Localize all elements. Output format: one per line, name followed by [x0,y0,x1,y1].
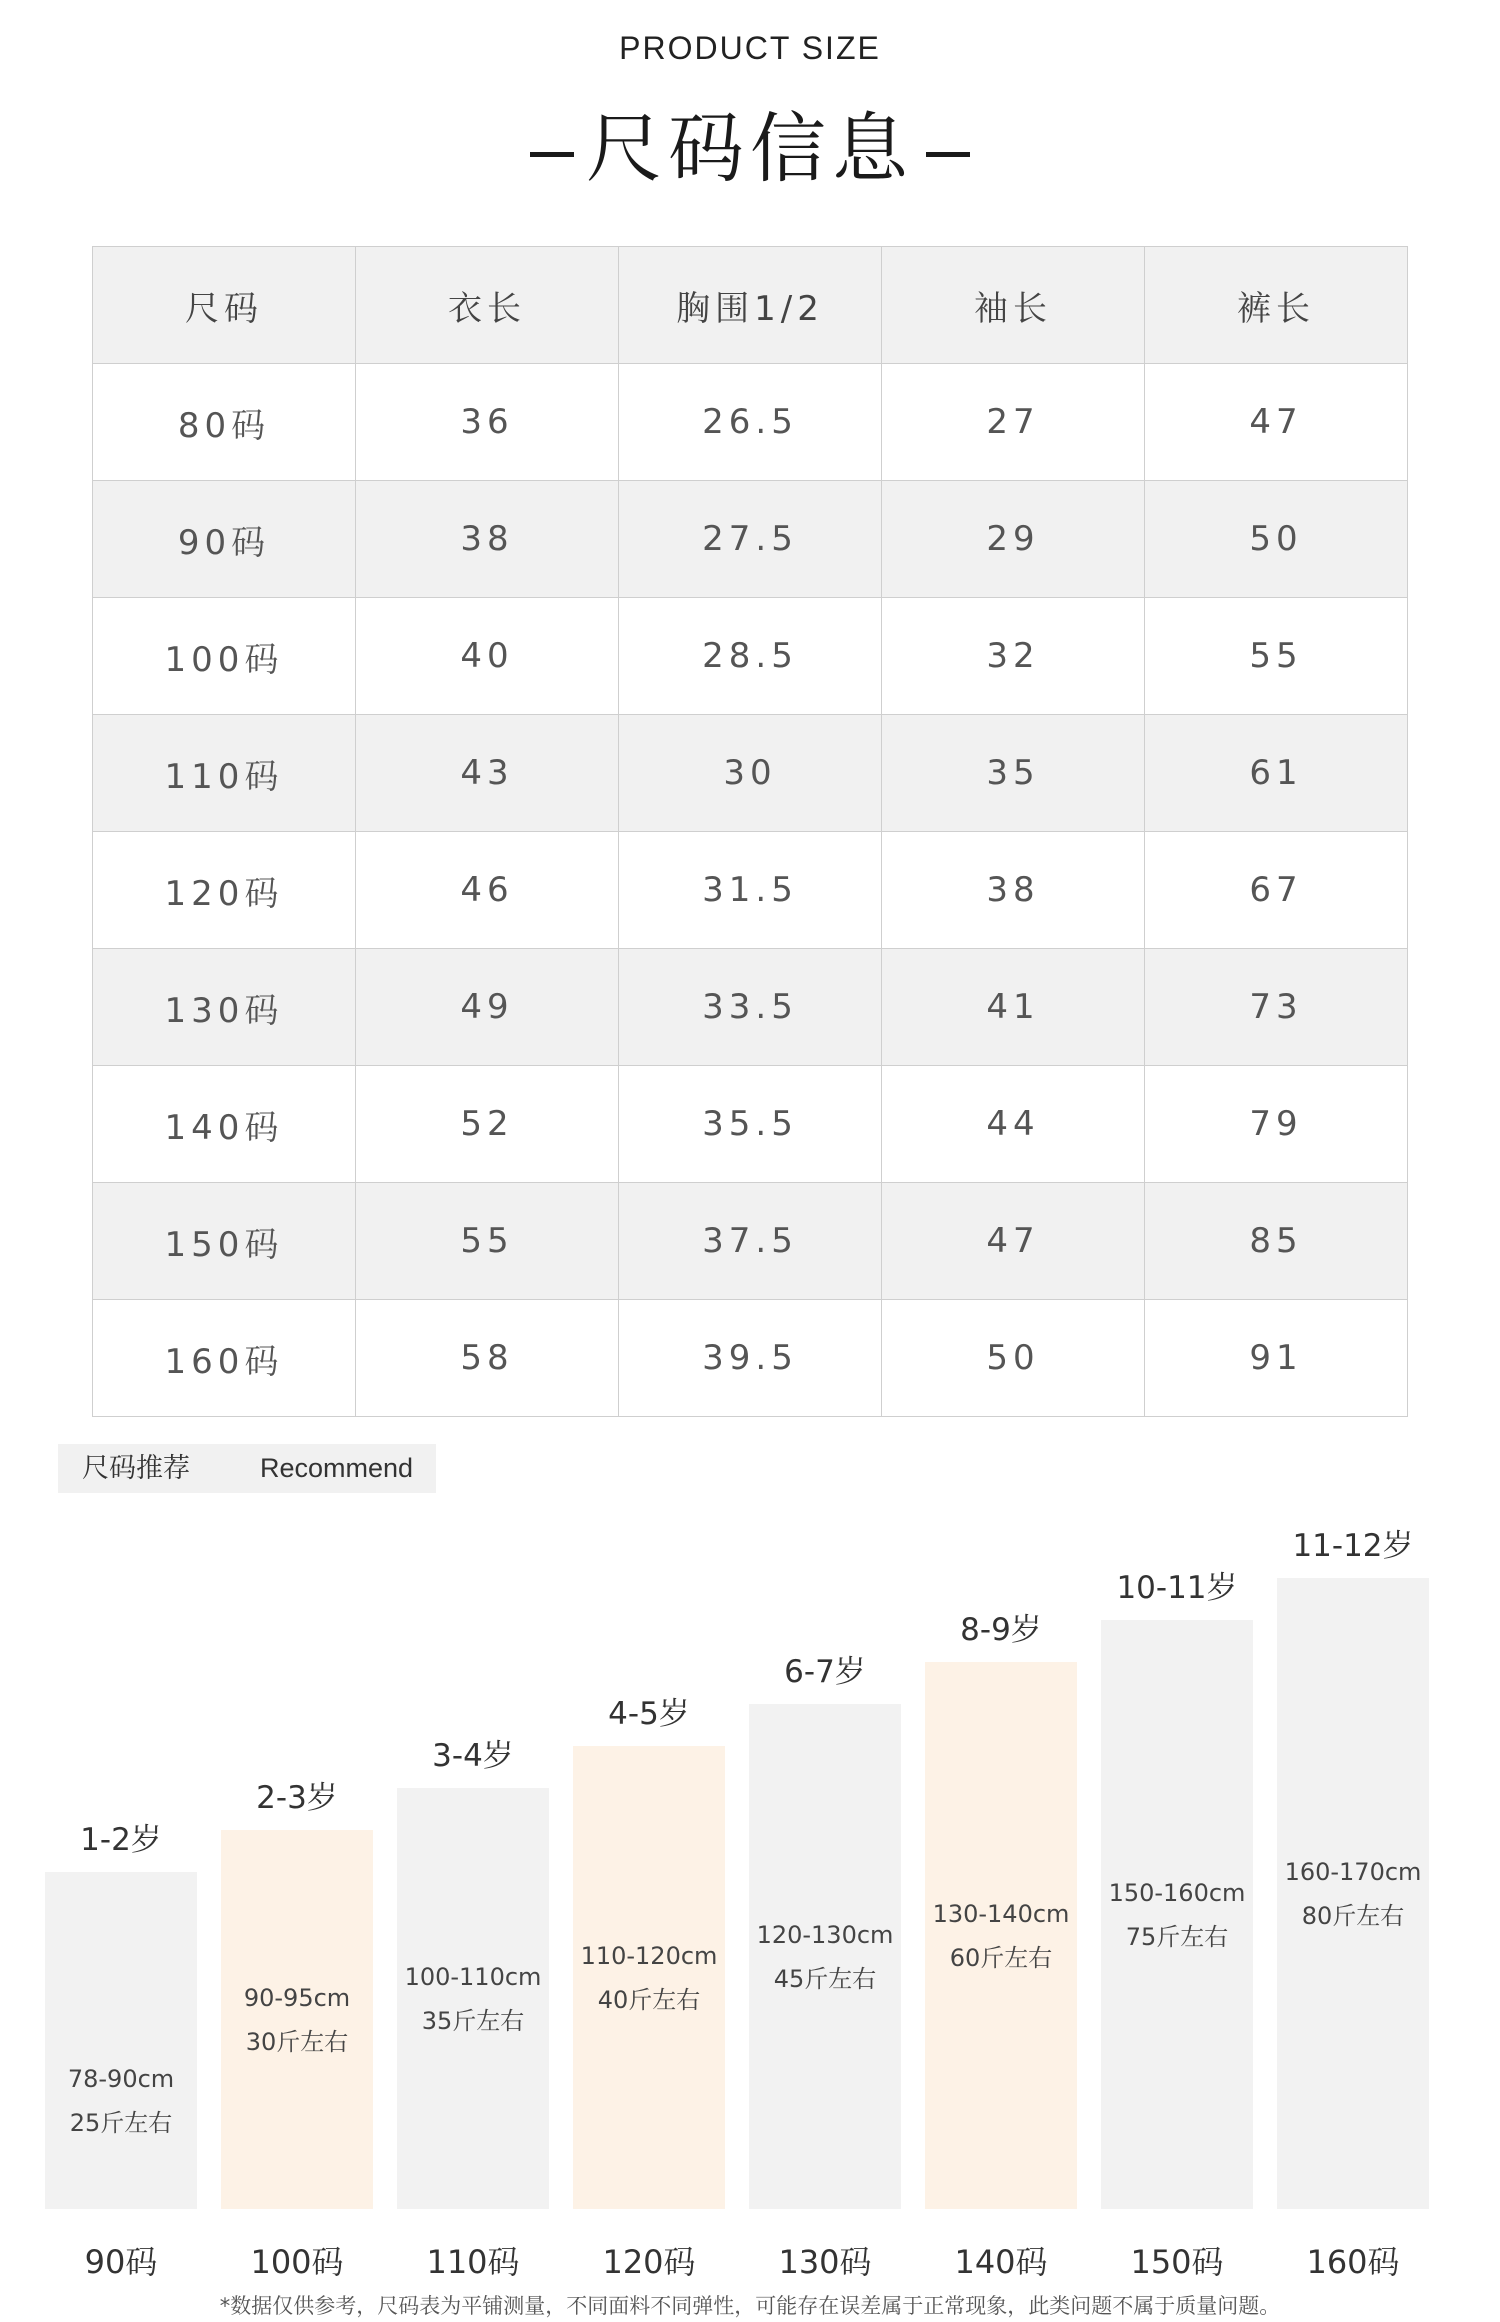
cell-length: 58 [356,1300,619,1417]
cell-length: 55 [356,1183,619,1300]
height-range: 160-170cm [1284,1857,1422,1886]
cell-size: 80码 [93,364,356,481]
cell-sleeve: 29 [882,481,1145,598]
cell-pants: 85 [1145,1183,1408,1300]
weight-label: 25斤左右 [69,2108,173,2137]
cell-length: 40 [356,598,619,715]
height-range: 90-95cm [243,1983,351,2012]
size-label: 140码 [954,2243,1048,2281]
cell-sleeve: 32 [882,598,1145,715]
size-label: 90码 [84,2243,158,2281]
cell-length: 36 [356,364,619,481]
cell-length: 46 [356,832,619,949]
cell-pants: 55 [1145,598,1408,715]
cell-chest: 39.5 [619,1300,882,1417]
cell-length: 49 [356,949,619,1066]
cell-chest: 31.5 [619,832,882,949]
column-header-chest: 胸围1/2 [619,247,882,364]
size-label: 160码 [1306,2243,1400,2281]
height-range: 110-120cm [580,1941,718,1970]
column-header-length: 衣长 [356,247,619,364]
size-label: 120码 [602,2243,696,2281]
cell-pants: 67 [1145,832,1408,949]
cell-length: 38 [356,481,619,598]
cell-chest: 26.5 [619,364,882,481]
size-label: 150码 [1130,2243,1224,2281]
age-label: 3-4岁 [432,1738,514,1774]
cell-sleeve: 38 [882,832,1145,949]
cell-sleeve: 35 [882,715,1145,832]
weight-label: 60斤左右 [949,1943,1053,1972]
height-range: 150-160cm [1108,1878,1246,1907]
cell-chest: 28.5 [619,598,882,715]
size-label: 110码 [426,2243,520,2281]
column-header-size: 尺码 [93,247,356,364]
footnote: *数据仅供参考，尺码表为平铺测量，不同面料不同弹性，可能存在误差属于正常现象，此类问题不属于质量问题。 [219,2294,1281,2318]
cell-pants: 91 [1145,1300,1408,1417]
cell-sleeve: 47 [882,1183,1145,1300]
age-label: 10-11岁 [1116,1570,1238,1606]
cell-size: 100码 [93,598,356,715]
weight-label: 35斤左右 [421,2006,525,2035]
cell-size: 130码 [93,949,356,1066]
column-header-sleeve: 袖长 [882,247,1145,364]
cell-chest: 33.5 [619,949,882,1066]
size-label: 130码 [778,2243,872,2281]
cell-chest: 37.5 [619,1183,882,1300]
cell-pants: 50 [1145,481,1408,598]
height-range: 100-110cm [404,1962,542,1991]
height-range: 130-140cm [932,1899,1070,1928]
cell-chest: 27.5 [619,481,882,598]
cell-size: 150码 [93,1183,356,1300]
weight-label: 30斤左右 [245,2027,349,2056]
page-title-text: 尺码信息 [586,104,914,193]
cell-size: 90码 [93,481,356,598]
weight-label: 45斤左右 [773,1964,877,1993]
cell-sleeve: 27 [882,364,1145,481]
cell-length: 43 [356,715,619,832]
age-label: 6-7岁 [784,1654,866,1690]
weight-label: 40斤左右 [597,1985,701,2014]
cell-pants: 73 [1145,949,1408,1066]
column-header-pants: 裤长 [1145,247,1408,364]
weight-label: 75斤左右 [1125,1922,1229,1951]
cell-pants: 79 [1145,1066,1408,1183]
age-label: 4-5岁 [608,1696,690,1732]
cell-size: 160码 [93,1300,356,1417]
cell-sleeve: 41 [882,949,1145,1066]
cell-size: 120码 [93,832,356,949]
recommend-label-en: Recommend [260,1453,414,1483]
cell-sleeve: 50 [882,1300,1145,1417]
cell-size: 110码 [93,715,356,832]
cell-length: 52 [356,1066,619,1183]
height-range: 120-130cm [756,1920,894,1949]
recommend-bar [45,1872,197,2209]
age-label: 8-9岁 [960,1612,1042,1648]
cell-pants: 61 [1145,715,1408,832]
recommend-label-cn: 尺码推荐 [82,1453,190,1484]
cell-chest: 30 [619,715,882,832]
weight-label: 80斤左右 [1301,1901,1405,1930]
height-range: 78-90cm [67,2064,175,2093]
cell-pants: 47 [1145,364,1408,481]
age-label: 2-3岁 [256,1780,338,1816]
cell-size: 140码 [93,1066,356,1183]
cell-sleeve: 44 [882,1066,1145,1183]
age-label: 1-2岁 [80,1822,162,1858]
section-eyebrow: PRODUCT SIZE [619,30,881,66]
cell-chest: 35.5 [619,1066,882,1183]
size-label: 100码 [250,2243,344,2281]
age-label: 11-12岁 [1292,1528,1414,1564]
